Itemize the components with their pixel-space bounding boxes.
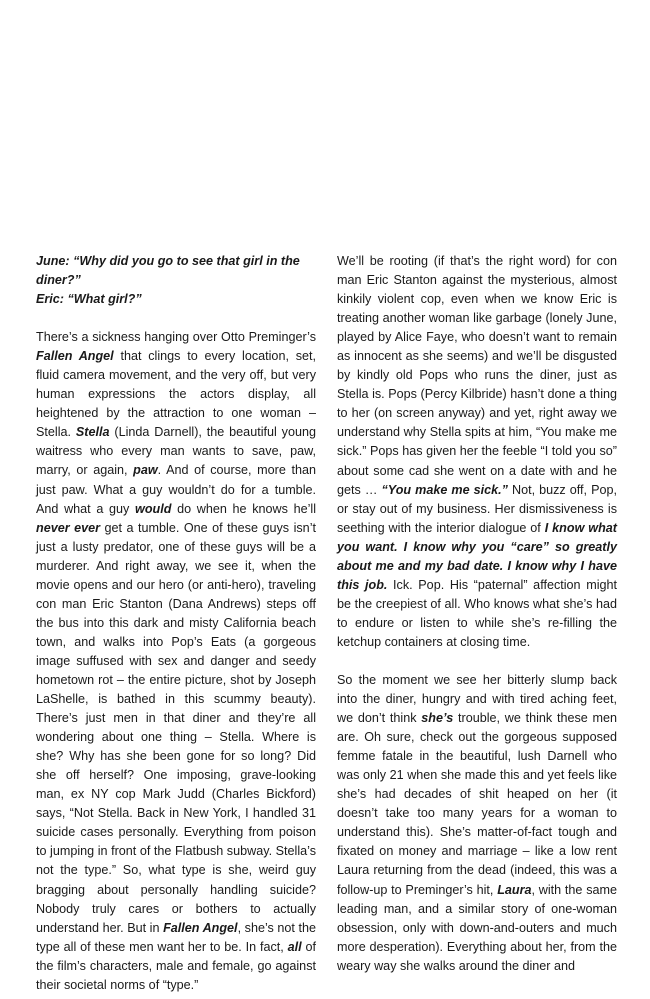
eric-line: Eric: “What girl?”	[36, 292, 142, 307]
emphasis-text: I know what you want. I know why you “care” so greatly about me and my bad date. I know why I have this job.	[337, 520, 617, 592]
june-line: June: “Why did you go to see that girl in the diner?”	[36, 254, 300, 288]
emphasis-text: would	[135, 501, 172, 516]
paragraph: We’ll be rooting (if that’s the right word) for con man Eric Stanton against the mysterious, almost kinkily violent cop, even when we know Eric is treating another woman like garbage (lonely June, played by Alice Faye, who doesn’t want to remain as innocent as she seems) and we’ll be disgusted by kindly old Pops who runs the diner, just as Stella is. Pops (Percy Kilbride) hasn’t done a thing to her (on screen anyway) and yet, right away we understand why Stella spits at him, “You make me sick.” Pops has given her the feeble “I told you so” about some cad she went on a date with and he gets … “You make me sick.” Not, buzz off, Pop, or stay out of my business. Her dismissiveness is seething with the interior dialogue of I know what you want. I know why you “care” so greatly about me and my bad date. I know why I have this job. Ick. Pop. His “paternal” affection might be the creepiest of all. Who knows what she’s had to endure or listen to while she’s re-filling the ketchup containers at closing time.	[337, 254, 617, 649]
emphasis-text: all	[287, 939, 302, 954]
emphasis-text: Fallen Angel	[163, 920, 238, 935]
emphasis-text: paw	[133, 463, 158, 478]
paragraph: So the moment we see her bitterly slump back into the diner, hungry and with tired aching feet, we don’t think she’s trouble, we think these men are. Oh sure, check out the gorgeous supposed femme fatale in the beautiful, lush Darnell who was only 21 when she made this and yet feels like she’s had decades of shit heaped on her (it doesn’t take too many years for a woman to understand this). She’s matter-of-fact tough and fixated on money and marriage – like a low rent Laura returning from the dead (indeed, this was a follow-up to Preminger’s hit, Laura, with the same leading man, and a similar story of one-woman obsession, only with down-and-outers and much more desperation). Everything about her, from the weary way she walks around the diner and	[337, 672, 617, 973]
right-column	[337, 252, 617, 976]
emphasis-text: never ever	[36, 520, 101, 535]
emphasis-text: Laura	[497, 882, 532, 897]
emphasis-text: Stella	[75, 425, 110, 440]
emphasis-text: “You make me sick.”	[381, 482, 508, 497]
paragraph: There’s a sickness hanging over Otto Preminger’s Fallen Angel that clings to every location, set, fluid camera movement, and the very off, but very human expressions the actors display, all heightened by the attraction to one woman – Stella. Stella (Linda Darnell), the beautiful young waitress who every man wants to save, paw, marry, or again, paw. And of course, more than just paw. What a guy wouldn’t do for a tumble. And what a guy would do when he knows he’ll never ever get a tumble. One of these guys isn’t just a lusty predator, one of these guys will be a murderer. And right away, we see it, when the movie opens and our hero (or anti-hero), traveling con man Eric Stanton (Dana Andrews) steps off the bus into this dark and misty California beach town, and walks into Pop’s Eats (a gorgeous image suffused with sex and danger and seedy hometown rot – the entire picture, shot by Joseph LaShelle, is bathed in this scummy beauty). There’s just men in that diner and they’re all wondering about one thing – Stella. Where is she? Why has she been gone for so long? Did she off herself? One imposing, grave-looking man, ex NY cop Mark Judd (Charles Bickford) says, “Not Stella. Back in New York, I handled 31 suicide cases personally. Everything from poison to jumping in front of the Flatbush subway. Stella’s not the type.” So, what type is she, weird guy bragging about personally handling suicide? Nobody truly cares or bothers to actually understand her. But in Fallen Angel, she’s not the type all of these men want her to be. In fact, all of the film’s characters, male and female, go against their societal norms of “type.”	[36, 330, 317, 992]
epigraph-dialogue	[36, 252, 316, 309]
emphasis-text: Fallen Angel	[36, 349, 114, 364]
left-column	[36, 252, 316, 995]
emphasis-text: she’s	[421, 711, 454, 726]
